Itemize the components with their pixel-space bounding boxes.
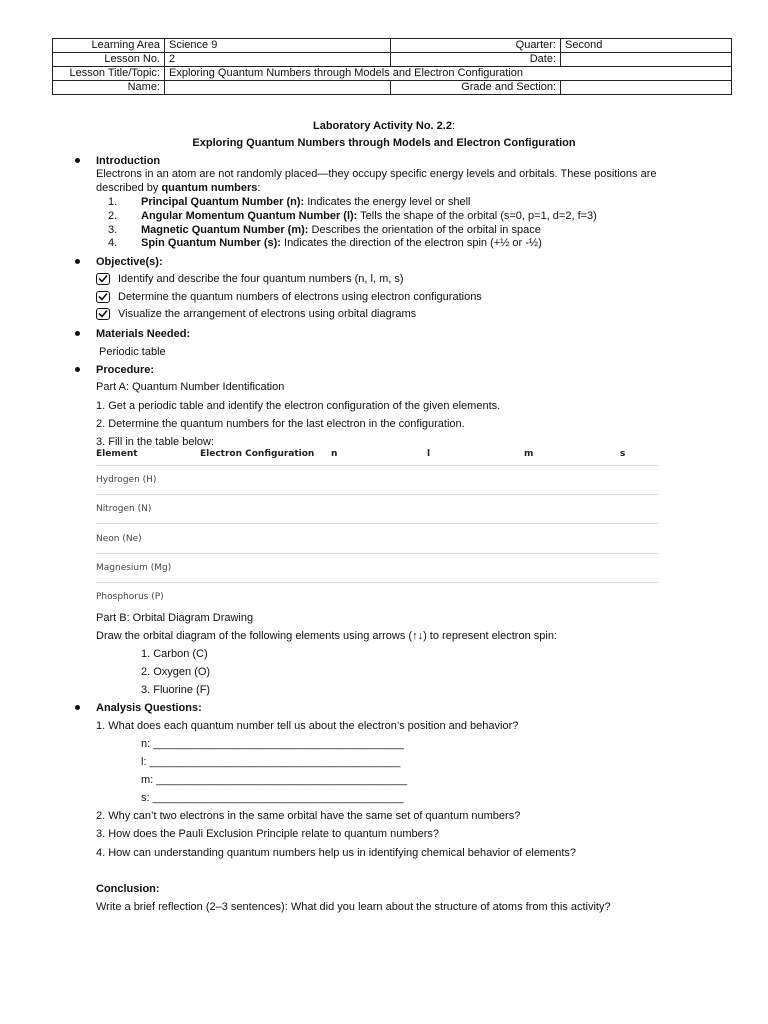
part-b-heading: Part B: Orbital Diagram Drawing <box>96 612 254 624</box>
objective-item: Visualize the arrangement of electrons using orbital diagrams <box>118 308 417 320</box>
bullet-icon <box>75 259 80 264</box>
principal-desc: Indicates the energy level or shell <box>304 196 471 208</box>
introduction-text-line1: Electrons in an atom are not randomly placed—they occupy specific energy levels and orbitals. These positions are <box>96 168 657 180</box>
quarter-label: Quarter: <box>391 39 561 53</box>
learning-area-label: Learning Area <box>53 39 165 53</box>
intro-line2-post: : <box>257 182 261 194</box>
part-b-item: 3. Fluorine (F) <box>141 684 211 696</box>
materials-item: Periodic table <box>99 346 166 358</box>
activity-subtitle: Exploring Quantum Numbers through Models and Electron Configuration <box>192 137 576 149</box>
procedure-step: 2. Determine the quantum numbers for the last electron in the configuration. <box>96 418 465 430</box>
topic-value[interactable]: Exploring Quantum Numbers through Models and Electron Configuration <box>165 67 732 81</box>
angular-term: Angular Momentum Quantum Number (l): <box>141 210 358 222</box>
quarter-value[interactable]: Second <box>561 39 732 53</box>
name-label: Name: <box>53 81 165 95</box>
principal-term: Principal Quantum Number (n): <box>141 196 305 208</box>
checkbox-checked-icon[interactable] <box>96 273 110 285</box>
intro-list-item: 2. Angular Momentum Quantum Number (l): Tells the shape of the orbital (s=0, p=1, d=2, f=3) <box>108 210 597 222</box>
procedure-step: 1. Get a periodic table and identify the electron configuration of the given elements. <box>96 400 501 412</box>
lesson-no-value[interactable]: 2 <box>165 53 391 67</box>
date-value[interactable] <box>561 53 732 67</box>
materials-heading: Materials Needed: <box>96 328 191 340</box>
table-divider <box>96 582 658 583</box>
table-row-phosphorus: Phosphorus (P) <box>96 592 164 602</box>
analysis-heading: Analysis Questions: <box>96 702 202 714</box>
introduction-text-line2 <box>96 181 260 195</box>
grade-section-label: Grade and Section: <box>391 81 561 95</box>
analysis-question: 1. What does each quantum number tell us about the electron’s position and behavior? <box>96 720 519 732</box>
analysis-question: 2. Why can’t two electrons in the same orbital have the same set of quantum numbers? <box>96 810 521 822</box>
objectives-heading: Objective(s): <box>96 256 163 268</box>
magnetic-term: Magnetic Quantum Number (m): <box>141 224 309 236</box>
name-value[interactable] <box>165 81 391 95</box>
spin-desc: Indicates the direction of the electron spin (+½ or -½) <box>280 237 542 249</box>
conclusion-heading: Conclusion: <box>96 883 160 895</box>
topic-label: Lesson Title/Topic: <box>53 67 165 81</box>
header-row-name <box>53 81 732 95</box>
learning-area-value[interactable]: Science 9 <box>165 39 391 53</box>
intro-line2-pre: described by <box>96 182 162 194</box>
quantum-numbers-term: quantum numbers <box>161 182 258 194</box>
intro-list-item: 4. Spin Quantum Number (s): Indicates the direction of the electron spin (+½ or -½) <box>108 237 542 249</box>
column-header-m: m <box>524 449 534 459</box>
table-divider <box>96 494 658 495</box>
date-label: Date: <box>391 53 561 67</box>
column-header-n: n <box>331 449 338 459</box>
column-header-s: s <box>620 449 626 459</box>
table-divider <box>96 523 658 524</box>
part-b-item: 1. Carbon (C) <box>141 648 208 660</box>
analysis-question: 3. How does the Pauli Exclusion Principle relate to quantum numbers? <box>96 828 440 840</box>
bullet-icon <box>75 158 80 163</box>
column-header-electron-configuration: Electron Configuration <box>200 449 315 459</box>
grade-section-value[interactable] <box>561 81 732 95</box>
table-row-neon: Neon (Ne) <box>96 534 142 544</box>
magnetic-desc: Describes the orientation of the orbital in space <box>308 224 541 236</box>
procedure-step: 3. Fill in the table below: <box>96 436 215 448</box>
answer-blank-l[interactable]: l: _________________________________________ <box>141 756 401 768</box>
header-row-topic <box>53 67 732 81</box>
answer-blank-s[interactable]: s: _________________________________________ <box>141 792 404 804</box>
header-row-lesson-no <box>53 53 732 67</box>
intro-list-item: 1. Principal Quantum Number (n): Indicates the energy level or shell <box>108 196 471 208</box>
objective-item: Identify and describe the four quantum numbers (n, l, m, s) <box>118 273 404 285</box>
objective-item: Determine the quantum numbers of electrons using electron configurations <box>118 291 482 303</box>
procedure-heading: Procedure: <box>96 364 155 376</box>
answer-blank-n[interactable]: n: _________________________________________ <box>141 738 405 750</box>
column-header-l: l <box>427 449 431 459</box>
activity-number: Laboratory Activity No. 2.2 <box>312 120 452 132</box>
activity-title-colon: : <box>451 120 456 132</box>
introduction-heading: Introduction <box>96 155 161 167</box>
bullet-icon <box>75 331 80 336</box>
part-b-instruction: Draw the orbital diagram of the following elements using arrows (↑↓) to represent electron spin: <box>96 630 557 642</box>
table-row-hydrogen: Hydrogen (H) <box>96 475 157 485</box>
answer-blank-m[interactable]: m: _________________________________________ <box>141 774 408 786</box>
part-a-heading: Part A: Quantum Number Identification <box>96 381 285 393</box>
table-row-magnesium: Magnesium (Mg) <box>96 563 172 573</box>
header-row-learning-area <box>53 39 732 53</box>
intro-list-item: 3. Magnetic Quantum Number (m): Describes the orientation of the orbital in space <box>108 224 541 236</box>
table-divider <box>96 553 658 554</box>
column-header-element: Element <box>96 449 138 459</box>
angular-desc: Tells the shape of the orbital (s=0, p=1, d=2, f=3) <box>357 210 597 222</box>
bullet-icon <box>75 367 80 372</box>
analysis-question: 4. How can understanding quantum numbers help us in identifying chemical behavior of elements? <box>96 847 577 859</box>
table-row-nitrogen: Nitrogen (N) <box>96 504 152 514</box>
table-divider <box>96 465 658 466</box>
lesson-header-table <box>52 38 732 95</box>
part-b-item: 2. Oxygen (O) <box>141 666 211 678</box>
spin-term: Spin Quantum Number (s): <box>141 237 281 249</box>
checkbox-checked-icon[interactable] <box>96 308 110 320</box>
conclusion-text: Write a brief reflection (2–3 sentences): What did you learn about the structure of atoms from this activity? <box>96 901 611 913</box>
lesson-no-label: Lesson No. <box>53 53 165 67</box>
bullet-icon <box>75 705 80 710</box>
activity-title <box>0 120 768 132</box>
checkbox-checked-icon[interactable] <box>96 291 110 303</box>
